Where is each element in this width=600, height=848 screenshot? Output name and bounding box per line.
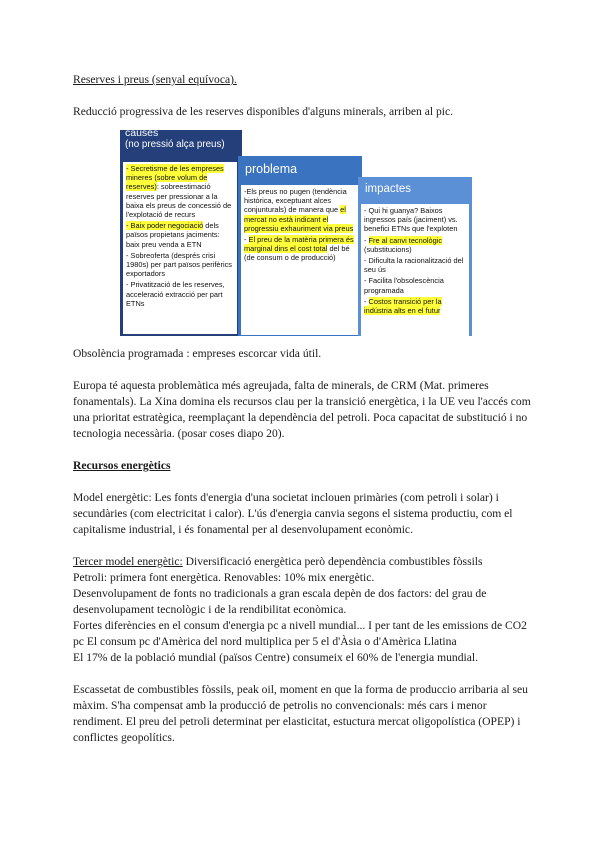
impactes-item-5-pre: -	[364, 296, 369, 306]
causes-item-2-text: dels països propietans jaciments: baix preu venda a ETN	[126, 221, 220, 249]
tercer-model-line-2: Desenvolupament de fonts no tradicionals a gran escala depèn de dos factors: del grau de desenvolupament tecnològic i de la rendibilitat econòmica.	[73, 587, 487, 616]
causes-item-2-highlight: - Baix poder negociació	[126, 221, 204, 231]
problema-title: problema	[245, 162, 298, 176]
paragraph-escassetat: Escassetat de combustibles fòssils, peak oil, moment en que la forma de produccio arribaria al seu màxim. S'ha compensat amb la producció de petrolis no convencionals: més cars i menor rendiment. El preu del petroli determinat per elasticitat, estuctura mercat oligopolística (OPEP) i conflictes geopolítics.	[73, 683, 528, 744]
tercer-model-line-3: Fortes diferències en el consum d'energia pc a nivell mundial... I per tant de les emissions de CO2 pc El consum pc d'Amèrica del nord multiplica per 5 el d'Àsia o d'Amèrica Llatina	[73, 619, 527, 648]
tercer-model-line-4: El 17% de la població mundial (països Centre) consumeix el 60% de l'energia mundial.	[73, 651, 478, 664]
impactes-item-2-highlight: Fre al canvi tecnològic	[368, 235, 443, 245]
paragraph-model-energetic: Model energètic: Les fonts d'energia d'una societat inclouen primàries (com petroli i solar) i secundàries (com electricitat i calor). L'ús d'energia canvia segons el sistema productiu, com el capitalisme industrial, i és fonamental per al desenvolupament econòmic.	[73, 491, 513, 536]
impactes-box	[358, 177, 472, 336]
tercer-model-text: Diversificació energètica però dependència combustibles fòssils	[182, 555, 483, 568]
problema-item-2-text: del bé (de consum o de producció)	[244, 244, 350, 263]
heading-recursos-energetics: Recursos energètics	[73, 459, 171, 472]
impactes-item-1-text: - Qui hi guanya? Baixos ingressos país (jaciment) vs. benefici ETNs que l'exploten	[364, 206, 458, 234]
paragraph-tercer-model	[73, 554, 531, 666]
paragraph-reduccio: Reducció progressiva de les reserves disponibles d'alguns minerals, arriben al pic.	[73, 105, 454, 118]
problema-box	[238, 156, 362, 336]
section-title-reserves: Reserves i preus (senyal equívoca).	[73, 73, 237, 86]
impactes-item-5-highlight: Costos transició per la indústria alts en el futur	[364, 296, 442, 316]
paragraph-europa: Europa té aquesta problemàtica més agreujada, falta de minerals, de CRM (Mat. primeres fonamentals). La Xina domina els recursos clau per la transició energètica, i la UE veu l'accés com una prioritat estratègica, reemplaçant la dependència del petroli. Poca capacitat de substitució i no tecnologia necessària. (posar coses diapo 20).	[73, 379, 531, 440]
impactes-item-4-text: - Facilita l'obsolescència programada	[364, 276, 444, 295]
impactes-item-2-text: (substitucions)	[364, 244, 412, 254]
tercer-model-line-1: Petroli: primera font energètica. Renovables: 10% mix energètic.	[73, 571, 375, 584]
problema-item-2-highlight: El preu de la matèria primera és marginal dins el cost total	[244, 235, 354, 254]
problema-item-1-highlight: el mercat no està indicant el progressiu exhauriment via preus	[244, 205, 354, 233]
causes-item-3-text: - Sobreoferta (després crisi 1980s) per part països perifèrics exportadors	[126, 250, 232, 279]
impactes-item-3-text: - Dificulta la racionalització del seu ús	[364, 256, 464, 275]
causes-item-1-highlight: - Secretisme de les empreses mineres (sobre volum de reserves)	[126, 164, 224, 192]
causes-item-4-text: - Privatització de les reserves, acceleració extracció per part ETNs	[126, 280, 225, 308]
causes-subtitle: (no pressió alça preus)	[125, 139, 225, 150]
impactes-title: impactes	[365, 183, 412, 195]
causes-title: causes	[125, 130, 159, 139]
causes-item-1-text: : sobreestimació reserves per pressionar a la baixa els preus de concessió de l'explotació de recurs	[126, 182, 232, 220]
causes-problema-impactes-diagram	[120, 130, 472, 336]
tercer-model-label: Tercer model energètic:	[73, 555, 183, 568]
problema-item-1-pre: -Els preus no pugen (tendència històrica, exceptuant alces conjunturals) de manera que	[244, 187, 347, 215]
problema-item-2-pre: -	[244, 235, 249, 245]
causes-box	[120, 130, 242, 336]
paragraph-obsolescencia: Obsolència programada : empreses escorcar vida útil.	[73, 347, 322, 360]
impactes-item-2-pre: -	[364, 235, 369, 245]
